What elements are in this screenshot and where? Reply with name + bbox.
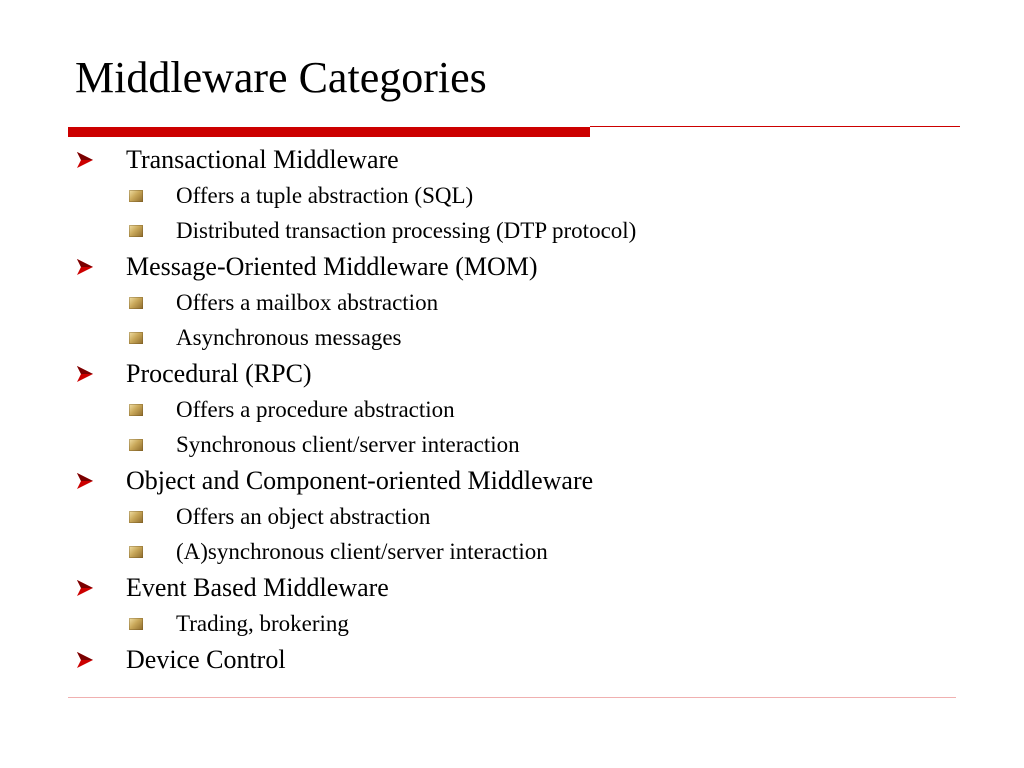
bullet-label: Device Control <box>126 645 286 674</box>
sub-bullet-item <box>0 320 1024 355</box>
sub-bullet-item <box>0 213 1024 248</box>
title-underline-thin <box>590 126 960 127</box>
arrow-bullet-icon <box>76 258 94 276</box>
sub-bullet-item <box>0 606 1024 641</box>
gold-square-bullet-icon <box>129 546 143 558</box>
sub-bullet-item <box>0 178 1024 213</box>
bullet-label: Procedural (RPC) <box>126 359 312 388</box>
gold-square-bullet-icon <box>129 511 143 523</box>
sub-bullet-label: (A)synchronous client/server interaction <box>176 539 548 564</box>
bullet-item <box>0 248 1024 285</box>
sub-bullet-label: Offers an object abstraction <box>176 504 431 529</box>
sub-bullet-item <box>0 285 1024 320</box>
gold-square-bullet-icon <box>129 439 143 451</box>
bullet-list <box>0 141 1024 678</box>
footer-divider <box>68 697 956 698</box>
bullet-item <box>0 355 1024 392</box>
bullet-label: Object and Component-oriented Middleware <box>126 466 594 495</box>
bullet-label: Message-Oriented Middleware (MOM) <box>126 252 538 281</box>
sub-bullet-label: Trading, brokering <box>176 611 349 636</box>
bullet-label: Transactional Middleware <box>126 145 399 174</box>
sub-bullet-item <box>0 534 1024 569</box>
sub-bullet-label: Synchronous client/server interaction <box>176 432 520 457</box>
bullet-item <box>0 569 1024 606</box>
sub-bullet-label: Offers a procedure abstraction <box>176 397 455 422</box>
bullet-item <box>0 641 1024 678</box>
slide-title: Middleware Categories <box>75 53 487 102</box>
arrow-bullet-icon <box>76 579 94 597</box>
arrow-bullet-icon <box>76 472 94 490</box>
sub-bullet-item <box>0 427 1024 462</box>
sub-bullet-label: Asynchronous messages <box>176 325 402 350</box>
arrow-bullet-icon <box>76 651 94 669</box>
bullet-label: Event Based Middleware <box>126 573 389 602</box>
sub-bullet-item <box>0 499 1024 534</box>
gold-square-bullet-icon <box>129 190 143 202</box>
gold-square-bullet-icon <box>129 618 143 630</box>
sub-bullet-label: Distributed transaction processing (DTP protocol) <box>176 218 637 243</box>
gold-square-bullet-icon <box>129 404 143 416</box>
sub-bullet-item <box>0 392 1024 427</box>
bullet-item <box>0 462 1024 499</box>
bullet-item <box>0 141 1024 178</box>
gold-square-bullet-icon <box>129 225 143 237</box>
arrow-bullet-icon <box>76 365 94 383</box>
arrow-bullet-icon <box>76 151 94 169</box>
sub-bullet-label: Offers a mailbox abstraction <box>176 290 439 315</box>
gold-square-bullet-icon <box>129 332 143 344</box>
sub-bullet-label: Offers a tuple abstraction (SQL) <box>176 183 474 208</box>
title-underline-thick <box>68 127 590 137</box>
gold-square-bullet-icon <box>129 297 143 309</box>
